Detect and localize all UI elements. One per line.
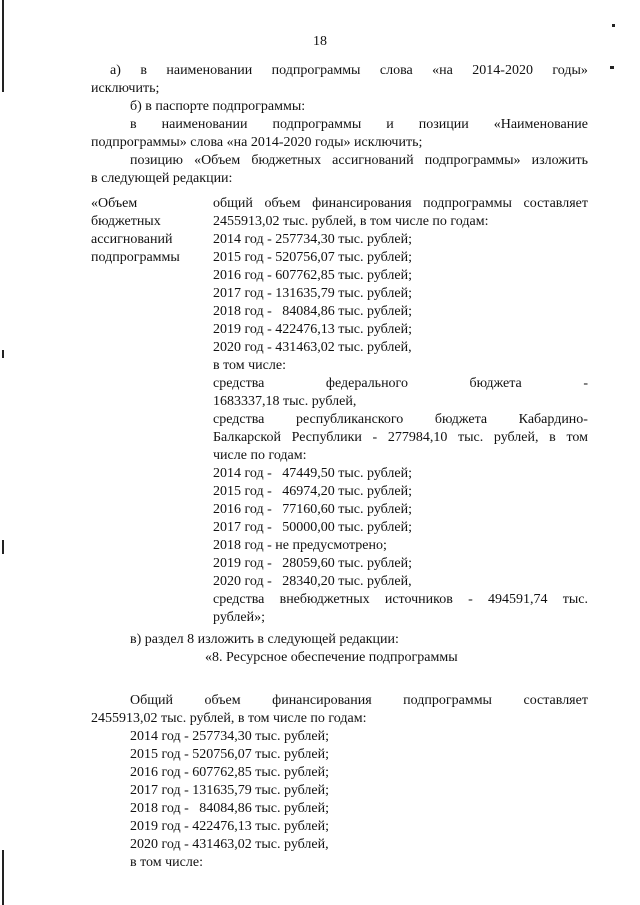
republic-line-1 [213, 411, 588, 429]
republic-line-2 [213, 429, 588, 447]
word: тыс. [458, 430, 484, 445]
word: средства [213, 412, 265, 427]
word: тыс. [562, 592, 588, 607]
year-total-2015: 2015 год - 520756,07 тыс. рублей; [213, 250, 413, 265]
word: Общий [130, 693, 173, 708]
word: подпрограммы [423, 196, 512, 211]
word: 277984,10 [387, 430, 448, 445]
scan-dot [612, 24, 615, 27]
scan-edge-mark [2, 540, 4, 554]
year-rep-2016: 2016 год - 77160,60 тыс. рублей; [213, 502, 413, 517]
word: в [140, 63, 147, 78]
year-rep-2019: 2019 год - 28059,60 тыс. рублей; [213, 556, 413, 571]
year-total-2016: 2016 год - 607762,85 тыс. рублей; [213, 268, 413, 283]
year-total-2019: 2019 год - 422476,13 тыс. рублей; [213, 322, 413, 337]
right-col-line-1 [213, 195, 588, 213]
left-col-line-4: подпрограммы [91, 250, 180, 265]
word: слова [379, 63, 413, 78]
word: а) [110, 63, 121, 78]
year-total-2014: 2014 год - 257734,30 тыс. рублей; [213, 232, 413, 247]
right-col-line-2: 2455913,02 тыс. рублей, в том числе по годам: [213, 214, 489, 229]
poz-line-2: в следующей редакции: [91, 171, 233, 186]
scan-edge-mark [2, 850, 4, 905]
word: финансирования [312, 196, 412, 211]
word: Республики [291, 430, 362, 445]
word: подпрограммы [272, 117, 362, 132]
year-rep-2015: 2015 год - 46974,20 тыс. рублей; [213, 484, 413, 499]
word: - [583, 376, 588, 391]
word: республиканского [295, 412, 404, 427]
left-col-line-1: «Объем [91, 196, 138, 211]
word: в [549, 430, 556, 445]
word: наименовании [161, 117, 248, 132]
word: рублей, [493, 430, 539, 445]
naim-line-2: подпрограммы» слова «на 2014-2020 годы» исключить; [91, 135, 423, 150]
federal-line-1 [213, 375, 588, 393]
word: составляет [523, 196, 588, 211]
word: составляет [523, 693, 588, 708]
scan-edge-mark [2, 350, 4, 358]
item-b: б) в паспорте подпрограммы: [130, 99, 306, 114]
word: общий [213, 196, 253, 211]
year-total2-2015: 2015 год - 520756,07 тыс. рублей; [130, 747, 330, 762]
obsh-line-2: 2455913,02 тыс. рублей, в том числе по годам: [91, 711, 367, 726]
left-col-line-3: ассигнований [91, 232, 173, 247]
year-total-2018: 2018 год - 84084,86 тыс. рублей; [213, 304, 413, 319]
word: подпрограммы [403, 693, 492, 708]
word: Кабардино- [518, 412, 588, 427]
year-total2-2017: 2017 год - 131635,79 тыс. рублей; [130, 783, 330, 798]
year-total2-2014: 2014 год - 257734,30 тыс. рублей; [130, 729, 330, 744]
year-total2-2016: 2016 год - 607762,85 тыс. рублей; [130, 765, 330, 780]
word: - [372, 430, 378, 445]
poz-line-1 [130, 152, 588, 170]
scan-edge-mark [2, 0, 4, 92]
year-rep-2014: 2014 год - 47449,50 тыс. рублей; [213, 466, 413, 481]
year-total-2020: 2020 год - 431463,02 тыс. рублей, [213, 340, 412, 355]
naim-line-1 [130, 116, 588, 134]
word: позиции [418, 117, 469, 132]
word: позицию [130, 153, 183, 168]
item-v: в) раздел 8 изложить в следующей редакции: [130, 632, 399, 647]
word: внебюджетных [279, 592, 370, 607]
word: том [566, 430, 588, 445]
word: финансирования [272, 693, 372, 708]
year-rep-2017: 2017 год - 50000,00 тыс. рублей; [213, 520, 413, 535]
year-total2-2018: 2018 год - 84084,86 тыс. рублей; [130, 801, 330, 816]
scan-dot [610, 66, 614, 69]
word: «Наименование [493, 117, 588, 132]
word: бюджета [469, 376, 522, 391]
word: наименовании [166, 63, 253, 78]
left-col-line-2: бюджетных [91, 214, 161, 229]
section-title: «8. Ресурсное обеспечение подпрограммы [205, 650, 458, 665]
year-total-2017: 2017 год - 131635,79 тыс. рублей; [213, 286, 413, 301]
word: подпрограммы» [424, 153, 521, 168]
item-a-line-2: исключить; [91, 81, 160, 96]
year-total2-2019: 2019 год - 422476,13 тыс. рублей; [130, 819, 330, 834]
extra-budget-line-2: рублей»; [213, 610, 265, 625]
word: Балкарской [213, 430, 281, 445]
word: 2014-2020 [472, 63, 533, 78]
word: бюджета [434, 412, 488, 427]
word: ассигнований [332, 153, 414, 168]
word: 494591,74 [488, 592, 548, 607]
word: средства [213, 592, 265, 607]
word: в [130, 117, 137, 132]
including-label: в том числе: [213, 358, 286, 373]
word: «Объем [194, 153, 241, 168]
federal-line-2: 1683337,18 тыс. рублей, [213, 394, 357, 409]
word: объем [204, 693, 241, 708]
word: «на [432, 63, 453, 78]
year-total2-2020: 2020 год - 431463,02 тыс. рублей, [130, 837, 329, 852]
item-a-line-1 [110, 62, 588, 80]
word: объем [264, 196, 301, 211]
word: федерального [325, 376, 408, 391]
republic-line-3: числе по годам: [213, 448, 307, 463]
page-number: 18 [313, 34, 327, 49]
word: изложить [531, 153, 588, 168]
obsh-line-1 [130, 692, 588, 710]
word: источников [384, 592, 453, 607]
word: средства [213, 376, 265, 391]
including-label-2: в том числе: [130, 855, 203, 870]
word: подпрограммы [271, 63, 361, 78]
word: годы» [552, 63, 588, 78]
year-rep-2020: 2020 год - 28340,20 тыс. рублей, [213, 574, 412, 589]
year-rep-2018: 2018 год - не предусмотрено; [213, 538, 387, 553]
extra-budget-line-1 [213, 591, 588, 609]
word: и [386, 117, 394, 132]
word: бюджетных [251, 153, 322, 168]
word: - [468, 592, 473, 607]
